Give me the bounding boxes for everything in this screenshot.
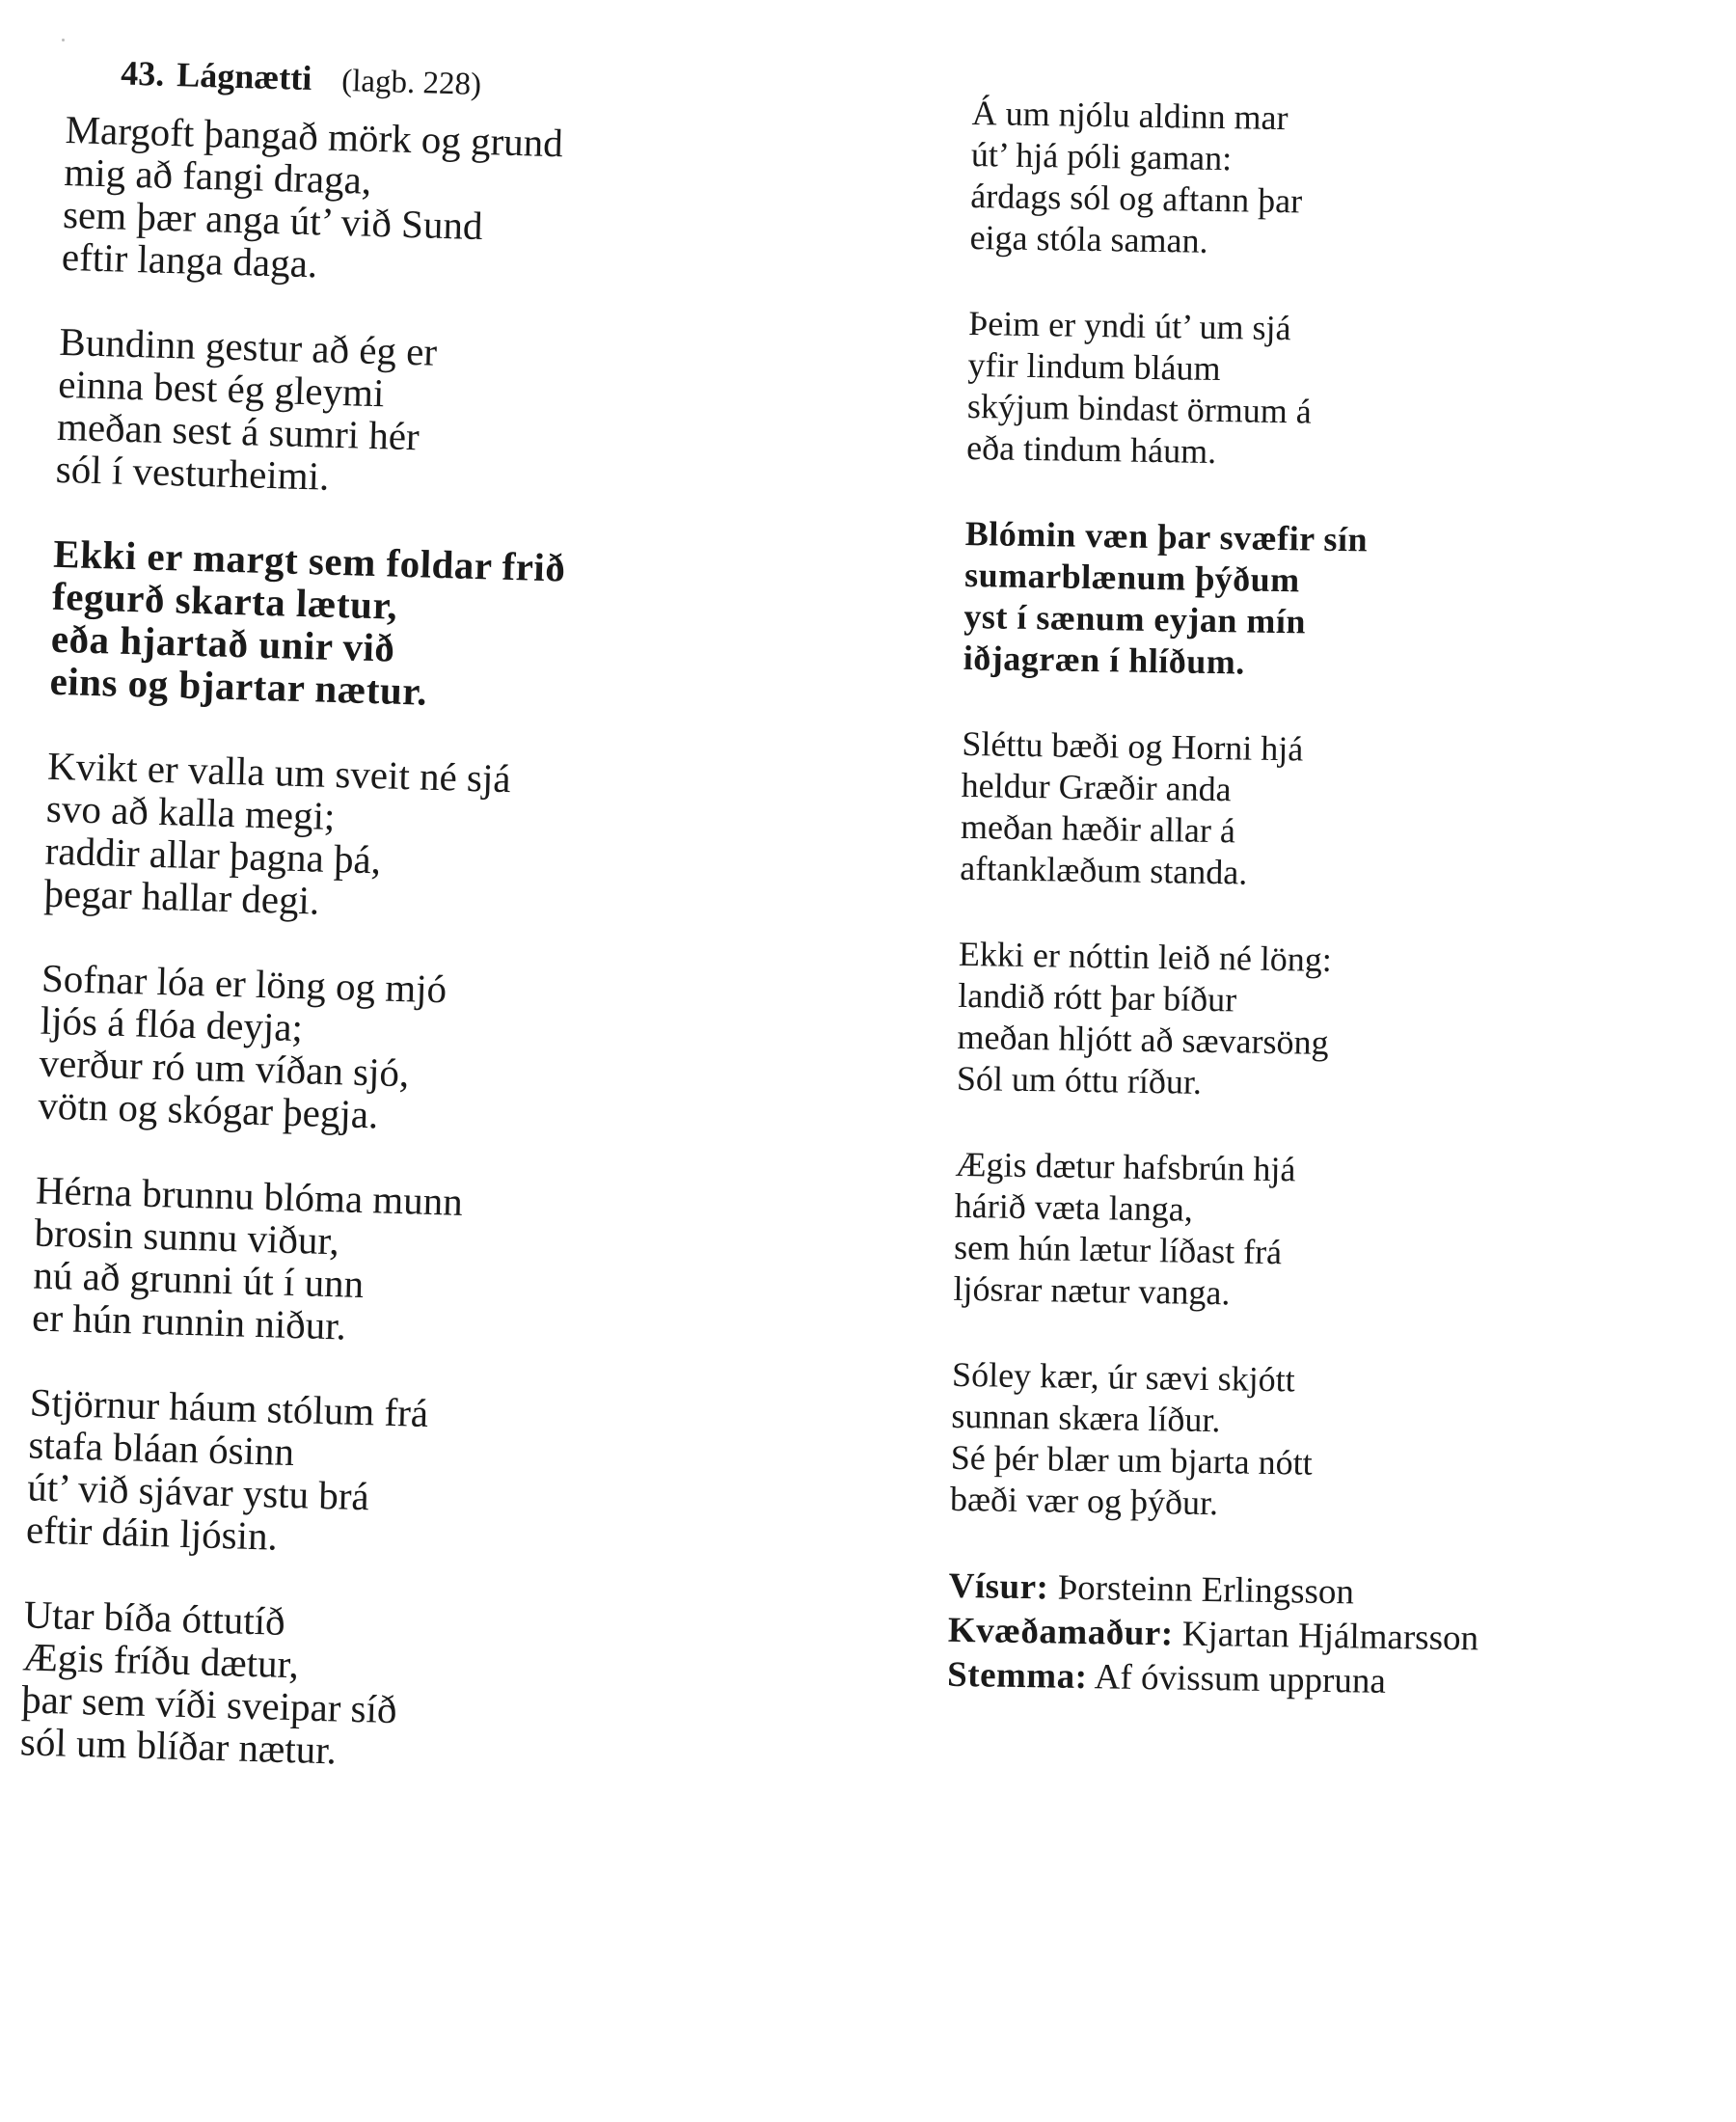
verse-line: Stjörnur háum stólum frá — [29, 1379, 429, 1435]
verse-line: meðan hljótt að sævarsöng — [957, 1017, 1329, 1062]
verse-line: sunnan skæra líður. — [951, 1396, 1221, 1440]
verse-line: aftanklæðum standa. — [960, 848, 1248, 892]
verse-line: mig að fangi draga, — [63, 149, 372, 203]
left-column — [18, 50, 896, 1828]
poem-tune-note: (lagb. 228) — [340, 63, 482, 102]
verse-line: eftir dáin ljósin. — [25, 1507, 279, 1559]
verse-line: Sléttu bæði og Horni hjá — [962, 723, 1304, 769]
stanza — [32, 1169, 866, 1362]
verse-line: Hérna brunnu blóma munn — [35, 1167, 464, 1224]
stanza — [963, 513, 1708, 691]
verse-line: Á um njólu aldinn mar — [971, 93, 1288, 138]
verse-line: eins og bjartar nætur. — [49, 658, 428, 714]
verse-line: Ægis dætur hafsbrún hjá — [955, 1144, 1296, 1189]
verse-line: Kvikt er valla um sveit né sjá — [46, 743, 512, 802]
verse-line: landið rótt þar bíður — [957, 975, 1237, 1020]
stanza — [55, 320, 889, 513]
verse-line: einna best ég gleymi — [57, 361, 386, 416]
stanza — [26, 1380, 860, 1573]
verse-line: þar sem víði sveipar síð — [20, 1676, 398, 1732]
verse-line: raddir allar þagna þá, — [44, 828, 382, 883]
verse-line: vötn og skógar þegja. — [37, 1082, 379, 1137]
verse-line: Sofnar lóa er löng og mjó — [41, 955, 448, 1012]
verse-line: sem þær anga út’ við Sund — [62, 191, 484, 249]
poem-number: 43. — [120, 53, 165, 94]
stanza — [960, 723, 1705, 901]
verse-line: hárið væta langa, — [954, 1185, 1194, 1229]
credit-value: Kjartan Hjálmarsson — [1173, 1614, 1479, 1659]
credit-label: Vísur: — [948, 1565, 1049, 1608]
stanza — [49, 532, 883, 725]
verse-line: stafa bláan ósinn — [27, 1422, 295, 1475]
verse-line: skýjum bindast örmum á — [966, 386, 1313, 431]
credit-value: Þorsteinn Erlingsson — [1048, 1567, 1355, 1613]
stanza — [950, 1354, 1695, 1532]
stanza — [969, 93, 1715, 270]
verse-line: brosin sunnu viður, — [34, 1210, 340, 1264]
poem-heading — [121, 52, 897, 118]
verse-line: sem hún lætur líðast frá — [953, 1227, 1283, 1272]
scan-speck — [62, 39, 65, 41]
verse-line: yfir lindum bláum — [967, 344, 1221, 389]
credits — [947, 1564, 1692, 1709]
verse-line: sól um blíðar nætur. — [19, 1719, 338, 1773]
verse-line: meðan hæðir allar á — [960, 806, 1236, 851]
stanza — [953, 1144, 1698, 1321]
verse-line: sól í vesturheimi. — [55, 446, 330, 499]
right-column — [947, 93, 1715, 1709]
verse-line: ljós á flóa deyja; — [40, 997, 304, 1050]
verse-line: eða tindum háum. — [965, 427, 1217, 472]
verse-line: verður ró um víðan sjó, — [39, 1040, 410, 1096]
verse-line: Margoft þangað mörk og grund — [65, 106, 564, 166]
verse-line: ljósrar nætur vanga. — [953, 1268, 1231, 1313]
verse-line: iðjagræn í hlíðum. — [963, 638, 1246, 682]
verse-line: Þeim er yndi út’ um sjá — [967, 303, 1291, 348]
verse-line: árdags sól og aftann þar — [970, 176, 1303, 221]
verse-line: Sóley kær, úr sævi skjótt — [951, 1354, 1295, 1400]
verse-line: Ekki er margt sem foldar frið — [52, 530, 566, 590]
verse-line: Blómin væn þar svæfir sín — [964, 513, 1369, 559]
verse-line: eða hjartað unir við — [50, 615, 396, 670]
verse-line: Sól um óttu ríður. — [956, 1058, 1203, 1102]
verse-line: fegurð skarta lætur, — [51, 573, 398, 628]
stanza — [19, 1592, 854, 1785]
verse-line: Utar bíða óttutíð — [23, 1592, 286, 1644]
credit-label: Stemma: — [946, 1654, 1088, 1698]
right-stanzas — [950, 93, 1715, 1532]
stanza — [61, 108, 895, 301]
verse-line: eftir langa daga. — [61, 233, 318, 286]
stanza — [957, 934, 1702, 1111]
verse-line: Sé þér blær um bjarta nótt — [950, 1437, 1313, 1483]
credit-label: Kvæðamaður: — [947, 1610, 1174, 1654]
verse-line: Ekki er nóttin leið né löng: — [958, 934, 1333, 979]
verse-line: bæði vær og þýður. — [949, 1479, 1219, 1523]
verse-line: út’ við sjávar ystu brá — [26, 1464, 370, 1519]
stanza — [38, 957, 872, 1150]
verse-line: sumarblænum þýðum — [963, 555, 1301, 600]
verse-line: er hún runnin niður. — [31, 1294, 347, 1348]
stanza — [43, 745, 878, 938]
verse-line: heldur Græðir anda — [961, 765, 1232, 809]
verse-line: út’ hjá póli gaman: — [970, 134, 1233, 178]
verse-line: meðan sest á sumri hér — [56, 403, 420, 459]
verse-line: yst í sænum eyjan mín — [963, 596, 1307, 641]
verse-line: Bundinn gestur að ég er — [58, 318, 438, 374]
verse-line: Ægis fríðu dætur, — [21, 1634, 300, 1687]
stanza — [966, 303, 1712, 480]
credit-value: Af óvissum uppruna — [1087, 1657, 1387, 1701]
verse-line: eiga stóla saman. — [969, 217, 1208, 260]
verse-line: þegar hallar degi. — [42, 870, 320, 923]
left-stanzas — [19, 108, 895, 1785]
verse-line: svo að kalla megi; — [45, 785, 337, 839]
verse-line: nú að grunni út í unn — [32, 1252, 365, 1307]
poem-title: Lágnætti — [176, 55, 312, 98]
